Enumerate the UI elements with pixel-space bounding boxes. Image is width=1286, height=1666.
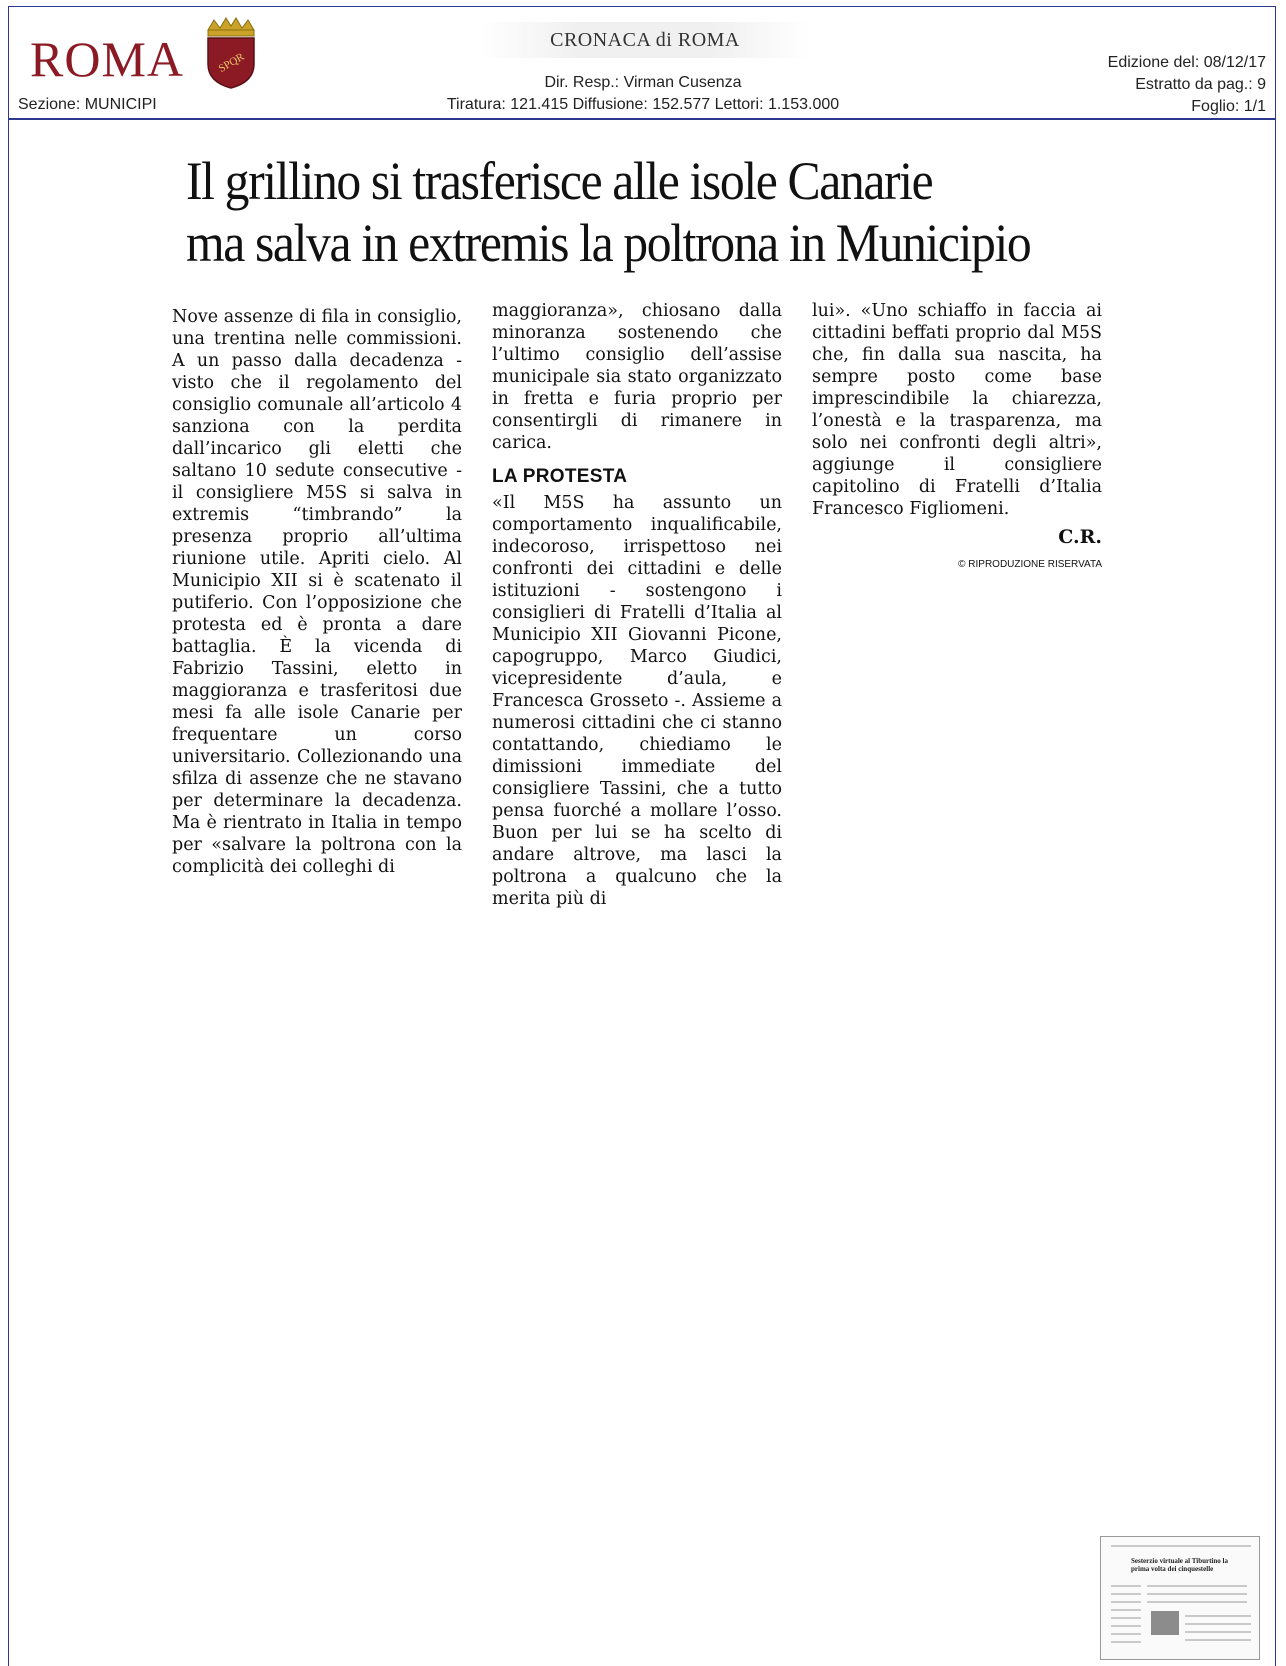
column-2-text-b: «Il M5S ha assunto un comportamento inqualificabile, indecoroso, irrispettoso nei confronti dei cittadini e delle istituzioni - sostengono i consiglieri di Fratelli d’Italia al Municipio XII Giovanni Picone, capogruppo, Marco Giudici, vicepresidente d’aula, e Francesca Grosseto -. Assieme a numerosi cittadini che ci stanno contattando, chiediamo le dimissioni immediate del consigliere Tassini, che a tutto pensa fuorché a mollare l’osso. Buon per lui se ha scelto di andare altrove, ma lasci la poltrona a qualcuno che la merita più di bbox=[492, 493, 782, 909]
thumbnail-text-line bbox=[1185, 1639, 1251, 1641]
circulation-line: Tiratura: 121.415 Diffusione: 152.577 Lettori: 1.153.000 bbox=[446, 96, 840, 113]
thumbnail-text-line bbox=[1111, 1617, 1141, 1619]
edition-date: Edizione del: 08/12/17 bbox=[1107, 54, 1266, 71]
header-divider bbox=[8, 118, 1276, 120]
thumbnail-rule bbox=[1111, 1545, 1251, 1547]
thumbnail-text-line bbox=[1147, 1593, 1247, 1595]
section-label: Sezione: MUNICIPI bbox=[18, 96, 157, 113]
thumbnail-text-line bbox=[1147, 1585, 1247, 1587]
column-2-text: maggioranza», chiosano dalla minoranza sostenendo che l’ultimo consiglio dell’assise municipale sia stato organizzato in fretta e furia proprio per consentirgli di rimanere in carica. bbox=[492, 301, 782, 453]
sheet-count: Foglio: 1/1 bbox=[1191, 98, 1266, 115]
thumbnail-text-line bbox=[1111, 1593, 1141, 1595]
thumbnail-text-line bbox=[1111, 1625, 1141, 1627]
thumbnail-text-line bbox=[1185, 1631, 1251, 1633]
headline-line-2: ma salva in extremis la poltrona in Municipio bbox=[186, 213, 1031, 273]
edition-meta bbox=[1108, 52, 1266, 118]
page-extract: Estratto da pag.: 9 bbox=[1135, 76, 1266, 93]
page-thumbnail[interactable] bbox=[1100, 1536, 1260, 1660]
director-line: Dir. Resp.: Virman Cusenza bbox=[544, 74, 742, 91]
thumbnail-photo bbox=[1151, 1611, 1179, 1635]
author-signature: C.R. bbox=[1058, 526, 1102, 548]
thumbnail-text-line bbox=[1111, 1641, 1141, 1643]
subheading: LA PROTESTA bbox=[492, 466, 628, 487]
article-column-2 bbox=[492, 300, 782, 910]
thumbnail-text-line bbox=[1185, 1623, 1251, 1625]
svg-text:SPQR: SPQR bbox=[216, 50, 247, 75]
spqr-crest-icon bbox=[202, 16, 260, 90]
headline-line-1: Il grillino si trasferisce alle isole Canarie bbox=[186, 151, 933, 211]
copyright-notice: © RIPRODUZIONE RISERVATA bbox=[958, 559, 1102, 570]
roma-logo-text: ROMA bbox=[30, 31, 185, 87]
article-column-3 bbox=[812, 300, 1102, 576]
article-headline bbox=[186, 150, 1032, 274]
thumbnail-text-line bbox=[1185, 1615, 1251, 1617]
thumbnail-text-line bbox=[1111, 1585, 1141, 1587]
masthead-logo: CRONACA di ROMA bbox=[480, 22, 810, 58]
article-column-1 bbox=[172, 306, 462, 878]
thumbnail-text-line bbox=[1111, 1609, 1141, 1611]
thumbnail-text-line bbox=[1111, 1601, 1141, 1603]
thumbnail-text-line bbox=[1111, 1633, 1141, 1635]
column-3-text: lui». «Uno schiaffo in faccia ai cittadini beffati proprio dal M5S che, fin dalla sua nascita, ha sempre posto come base imprescindibile la chiarezza, l’onestà e la trasparenza, ma solo nei confronti degli altri», aggiunge il consigliere capitolino di Fratelli d’Italia Francesco Figliomeni. bbox=[812, 301, 1102, 519]
thumbnail-text-line bbox=[1147, 1601, 1247, 1603]
thumbnail-headline: Sesterzio virtuale al Tiburtino la prima volta dei cinquestelle bbox=[1131, 1557, 1228, 1573]
column-1-text: Nove assenze di fila in consiglio, una trentina nelle commissioni. A un passo dalla decadenza - visto che il regolamento del consiglio comunale all’articolo 4 sanziona con la perdita dall’incarico gli eletti che saltano 10 sedute consecutive - il consigliere M5S si salva in extremis “timbrando” la presenza proprio all’ultima riunione utile. Apriti cielo. Al Municipio XII si è scatenato il putiferio. Con l’opposizione che protesta ed è pronta a dare battaglia. È la vicenda di Fabrizio Tassini, eletto in maggioranza e trasferitosi due mesi fa alle isole Canarie per frequentare un corso universitario. Collezionando una sfilza di assenze che ne stavano per determinare la decadenza. Ma è rientrato in Italia in tempo per «salvare la poltrona con la complicità dei colleghi di bbox=[172, 307, 462, 877]
